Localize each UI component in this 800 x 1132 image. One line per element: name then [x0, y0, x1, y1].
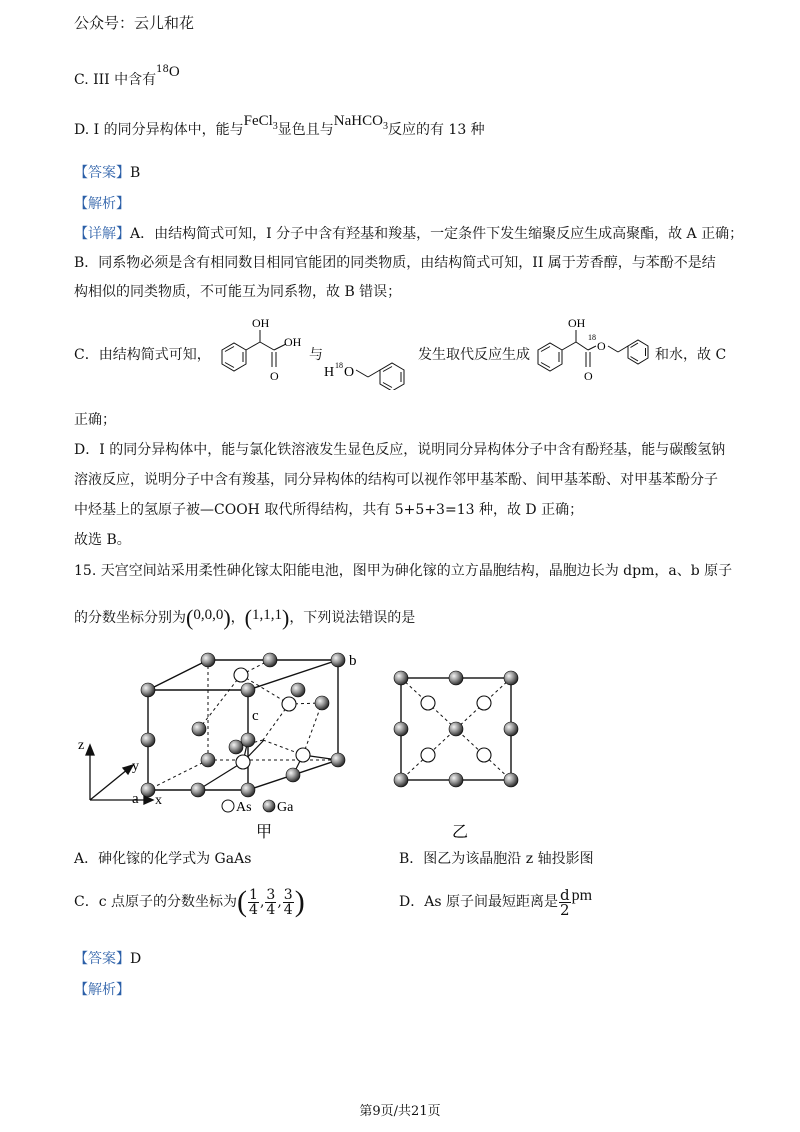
answer-value: B [130, 165, 141, 181]
structure-ester-product [530, 312, 658, 388]
label-b: b [349, 653, 357, 669]
struct1-oh: OH [252, 316, 270, 330]
legend-ga: Ga [277, 800, 294, 815]
coord-sep: ， [230, 610, 245, 626]
analysis-tag: 【解析】 [74, 196, 130, 212]
structure-mandelic-acid [210, 312, 310, 388]
axis-z: z [78, 738, 85, 753]
q15-option-c-text: C．c 点原子的分数坐标为 [74, 894, 238, 910]
analysis-q15-tag: 【解析】 [74, 982, 130, 998]
fecl: FeCl [243, 113, 273, 129]
q15-option-c: C．c 点原子的分数坐标为 ( $\frac{1}{4}$ , $\frac{3}{4}$ , $\frac{3}{4}$ ) [74, 885, 305, 918]
legend-as-icon [222, 800, 234, 812]
c-frac2-num: 3 [266, 886, 276, 903]
struct3-iso: 18 [588, 333, 596, 342]
element-o: O [168, 64, 180, 80]
crystal-figure [60, 645, 540, 845]
analysis-c-reaction: 发生取代反应生成 [418, 347, 530, 363]
struct2-o: O [344, 365, 355, 380]
fecl-sub: 3 [272, 121, 278, 132]
option-d-text: D. I 的同分异构体中，能与 [74, 122, 244, 138]
q15-line2-suffix: ，下列说法错误的是 [289, 610, 416, 626]
label-a: a [132, 791, 139, 807]
isotope-18: 18 [156, 64, 169, 75]
analysis-c-end: 正确； [74, 412, 116, 428]
c-frac3-num: 3 [283, 886, 293, 903]
nahco-sub: 3 [382, 121, 388, 132]
analysis-c-prefix: C．由结构简式可知， [74, 347, 211, 363]
coord-b: 1,1,1 [251, 607, 282, 623]
coord-a: 0,0,0 [193, 607, 224, 623]
c-frac1-num: 1 [249, 886, 258, 903]
caption-right: 乙 [452, 824, 469, 841]
option-d-suffix: 反应的有 13 种 [387, 122, 485, 138]
q15-option-a: A．砷化镓的化学式为 GaAs [74, 851, 252, 867]
q15-option-d-text: D．As 原子间最短距离是 [399, 894, 558, 910]
d-frac-num: d [559, 885, 570, 904]
answer-q15-tag: 【答案】 [74, 951, 130, 967]
analysis-d-line-2: 溶液反应，说明分子中含有羧基，同分异构体的结构可以视作邻甲基苯酚、间甲基苯酚、对甲基苯酚分子 [74, 472, 718, 488]
analysis-line-b2: 构相似的同类物质，不可能互为同系物，故 B 错误； [74, 284, 402, 300]
page-number: 第9页/共21页 [359, 1104, 441, 1119]
struct2-iso: 18 [335, 361, 343, 370]
struct1-o: O [270, 369, 279, 383]
analysis-text-a: A．由结构简式可知，I 分子中含有羟基和羧基，一定条件下发生缩聚反应生成高聚酯，故 A 正确； [130, 226, 744, 242]
q15-line-2: 的分数坐标分别为(0,0,0)，(1,1,1)，下列说法错误的是 [74, 605, 416, 630]
answer-tag: 【答案】 [74, 165, 130, 181]
q15-option-b: B．图乙为该晶胞沿 z 轴投影图 [399, 851, 594, 867]
analysis-line-a [74, 224, 743, 244]
formula-fecl3 [243, 113, 278, 132]
projection-square [394, 671, 518, 787]
option-d-mid: 显色且与 [277, 122, 334, 138]
legend-ga-icon [263, 800, 275, 812]
formula-nahco3 [333, 113, 388, 132]
q15-line-1: 15. 天宫空间站采用柔性砷化镓太阳能电池，图甲为砷化镓的立方晶胞结构，晶胞边长为 dpm，a、b 原子 [74, 563, 733, 579]
c-frac1-den: 4 [249, 901, 258, 918]
struct3-oh: OH [568, 316, 586, 330]
caption-left: 甲 [256, 824, 273, 841]
struct3-o: O [584, 369, 593, 383]
label-c: c [252, 708, 259, 724]
analysis-conclusion: 故选 B。 [74, 532, 131, 548]
option-c-text: C. III 中含有 [74, 72, 157, 88]
struct2-h: H [324, 365, 335, 380]
option-d-q14 [74, 113, 485, 146]
analysis-c-with: 与 [309, 347, 323, 363]
answer-q15 [74, 949, 141, 969]
q15-option-d [399, 880, 592, 924]
detail-tag: 【详解】 [74, 226, 130, 242]
front-bonds [198, 740, 338, 790]
axis-x: x [155, 793, 162, 808]
nahco: NaHCO [333, 113, 383, 129]
analysis-line-b1: B．同系物必须是含有相同数目相同官能团的同类物质，由结构简式可知，II 属于芳香醇，与苯酚不是结 [74, 255, 716, 271]
structure-benzyl-alcohol-18o [322, 340, 422, 390]
c-frac2-den: 4 [266, 901, 276, 918]
answer-q14 [74, 163, 140, 183]
header-account: 公众号：云儿和花 [74, 14, 195, 32]
analysis-c-suffix: 和水，故 C [655, 347, 727, 363]
analysis-d-line-3: 中烃基上的氢原子被—COOH 取代所得结构，共有 5+5+3=13 种，故 D 正确； [74, 502, 584, 518]
d-unit: pm [571, 887, 593, 904]
option-c-q14 [74, 64, 180, 92]
legend-as: As [236, 800, 252, 815]
answer-q15-value: D [130, 951, 142, 967]
axis-y: y [132, 759, 139, 774]
d-frac-den: 2 [560, 900, 570, 919]
struct3-o-ester: O [597, 339, 606, 353]
bond-lines [199, 660, 322, 755]
q15-line2-prefix: 的分数坐标分别为 [74, 610, 186, 626]
analysis-d-line-1: D．I 的同分异构体中，能与氯化铁溶液发生显色反应，说明同分异构体分子中含有酚羟基，能与碳酸氢钠 [74, 442, 726, 458]
struct1-cooh-oh: OH [284, 335, 302, 349]
c-frac3-den: 4 [283, 901, 293, 918]
